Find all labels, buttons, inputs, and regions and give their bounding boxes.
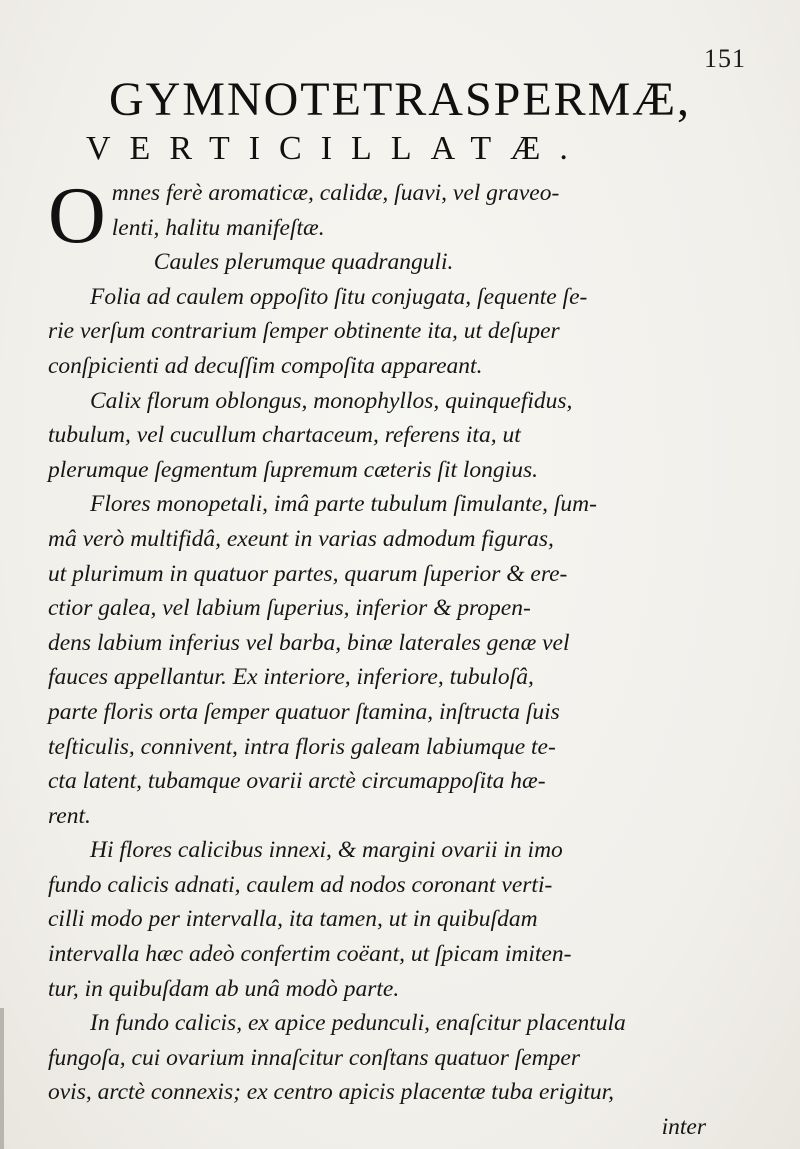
text-line: Hi flores calicibus innexi, & margini ovarii in imo bbox=[90, 837, 563, 864]
text-line: mâ verò multifidâ, exeunt in varias admodum figuras, bbox=[48, 525, 554, 552]
text-line: Folia ad caulem oppoſito ſitu conjugata, ſequente ſe- bbox=[90, 283, 588, 310]
text-line: fundo calicis adnati, caulem ad nodos coronant verti- bbox=[48, 871, 553, 898]
body-text bbox=[48, 172, 768, 1145]
text-line: lenti, halitu manifeſtæ. bbox=[111, 214, 325, 241]
paragraph-6 bbox=[48, 833, 768, 1006]
text-line: rie verſum contrarium ſemper obtinente ita, ut deſuper bbox=[48, 318, 560, 345]
paragraph-1 bbox=[48, 172, 768, 260]
paragraph-3 bbox=[48, 280, 768, 384]
text-line: fungoſa, cui ovarium innaſcitur conſtans quatuor ſemper bbox=[48, 1044, 580, 1071]
paragraph-5 bbox=[48, 487, 768, 833]
text-line: plerumque ſegmentum ſupremum cæteris ſit longius. bbox=[48, 456, 538, 483]
binding-edge bbox=[0, 1008, 4, 1149]
paragraph-7 bbox=[48, 1006, 768, 1110]
text-line: Calix florum oblongus, monophyllos, quinquefidus, bbox=[90, 387, 573, 414]
text-line: conſpicienti ad decuſſim compoſita appareant. bbox=[48, 352, 483, 379]
paragraph-2 bbox=[48, 245, 768, 280]
paragraph-4 bbox=[48, 384, 768, 488]
text-line: mnes ferè aromaticæ, calidæ, ſuavi, vel graveo- bbox=[111, 180, 560, 206]
text-line: In fundo calicis, ex apice pedunculi, enaſcitur placentula bbox=[90, 1010, 626, 1037]
page-number: 151 bbox=[704, 44, 746, 73]
text-line: Flores monopetali, imâ parte tubulum ſimulante, ſum- bbox=[90, 491, 597, 518]
text-line: tur, in quibuſdam ab unâ modò parte. bbox=[48, 975, 400, 1002]
text-line: Caules plerumque quadranguli. bbox=[153, 249, 454, 276]
text-line: cilli modo per intervalla, ita tamen, ut in quibuſdam bbox=[48, 906, 538, 933]
text-line: tubulum, vel cucullum chartaceum, referens ita, ut bbox=[48, 422, 521, 449]
text-line: cta latent, tubamque ovarii arctè circumappoſita hæ- bbox=[48, 768, 546, 795]
drop-cap: O bbox=[48, 172, 106, 260]
text-line: intervalla hæc adeò confertim coëant, ut ſpicam imiten- bbox=[48, 941, 572, 968]
page-title: GYMNOTETRASPERMÆ, bbox=[108, 73, 692, 126]
text-line: rent. bbox=[48, 802, 91, 829]
text-line: ovis, arctè connexis; ex centro apicis placentæ tuba erigitur, bbox=[48, 1079, 615, 1106]
text-line: ctior galea, vel labium ſuperius, inferior & propen- bbox=[48, 595, 531, 622]
text-line: teſticulis, connivent, intra floris galeam labiumque te- bbox=[48, 733, 556, 760]
text-line: fauces appellantur. Ex interiore, inferiore, tubuloſâ, bbox=[48, 664, 534, 691]
page-subtitle: VERTICILLATÆ. bbox=[86, 130, 587, 167]
text-line: ut plurimum in quatuor partes, quarum ſuperior & ere- bbox=[48, 560, 568, 587]
text-line: dens labium inferius vel barba, binæ laterales genæ vel bbox=[48, 629, 570, 656]
catchword: inter bbox=[661, 1114, 706, 1141]
text-line: parte floris orta ſemper quatuor ſtamina, inſtructa ſuis bbox=[48, 698, 560, 725]
